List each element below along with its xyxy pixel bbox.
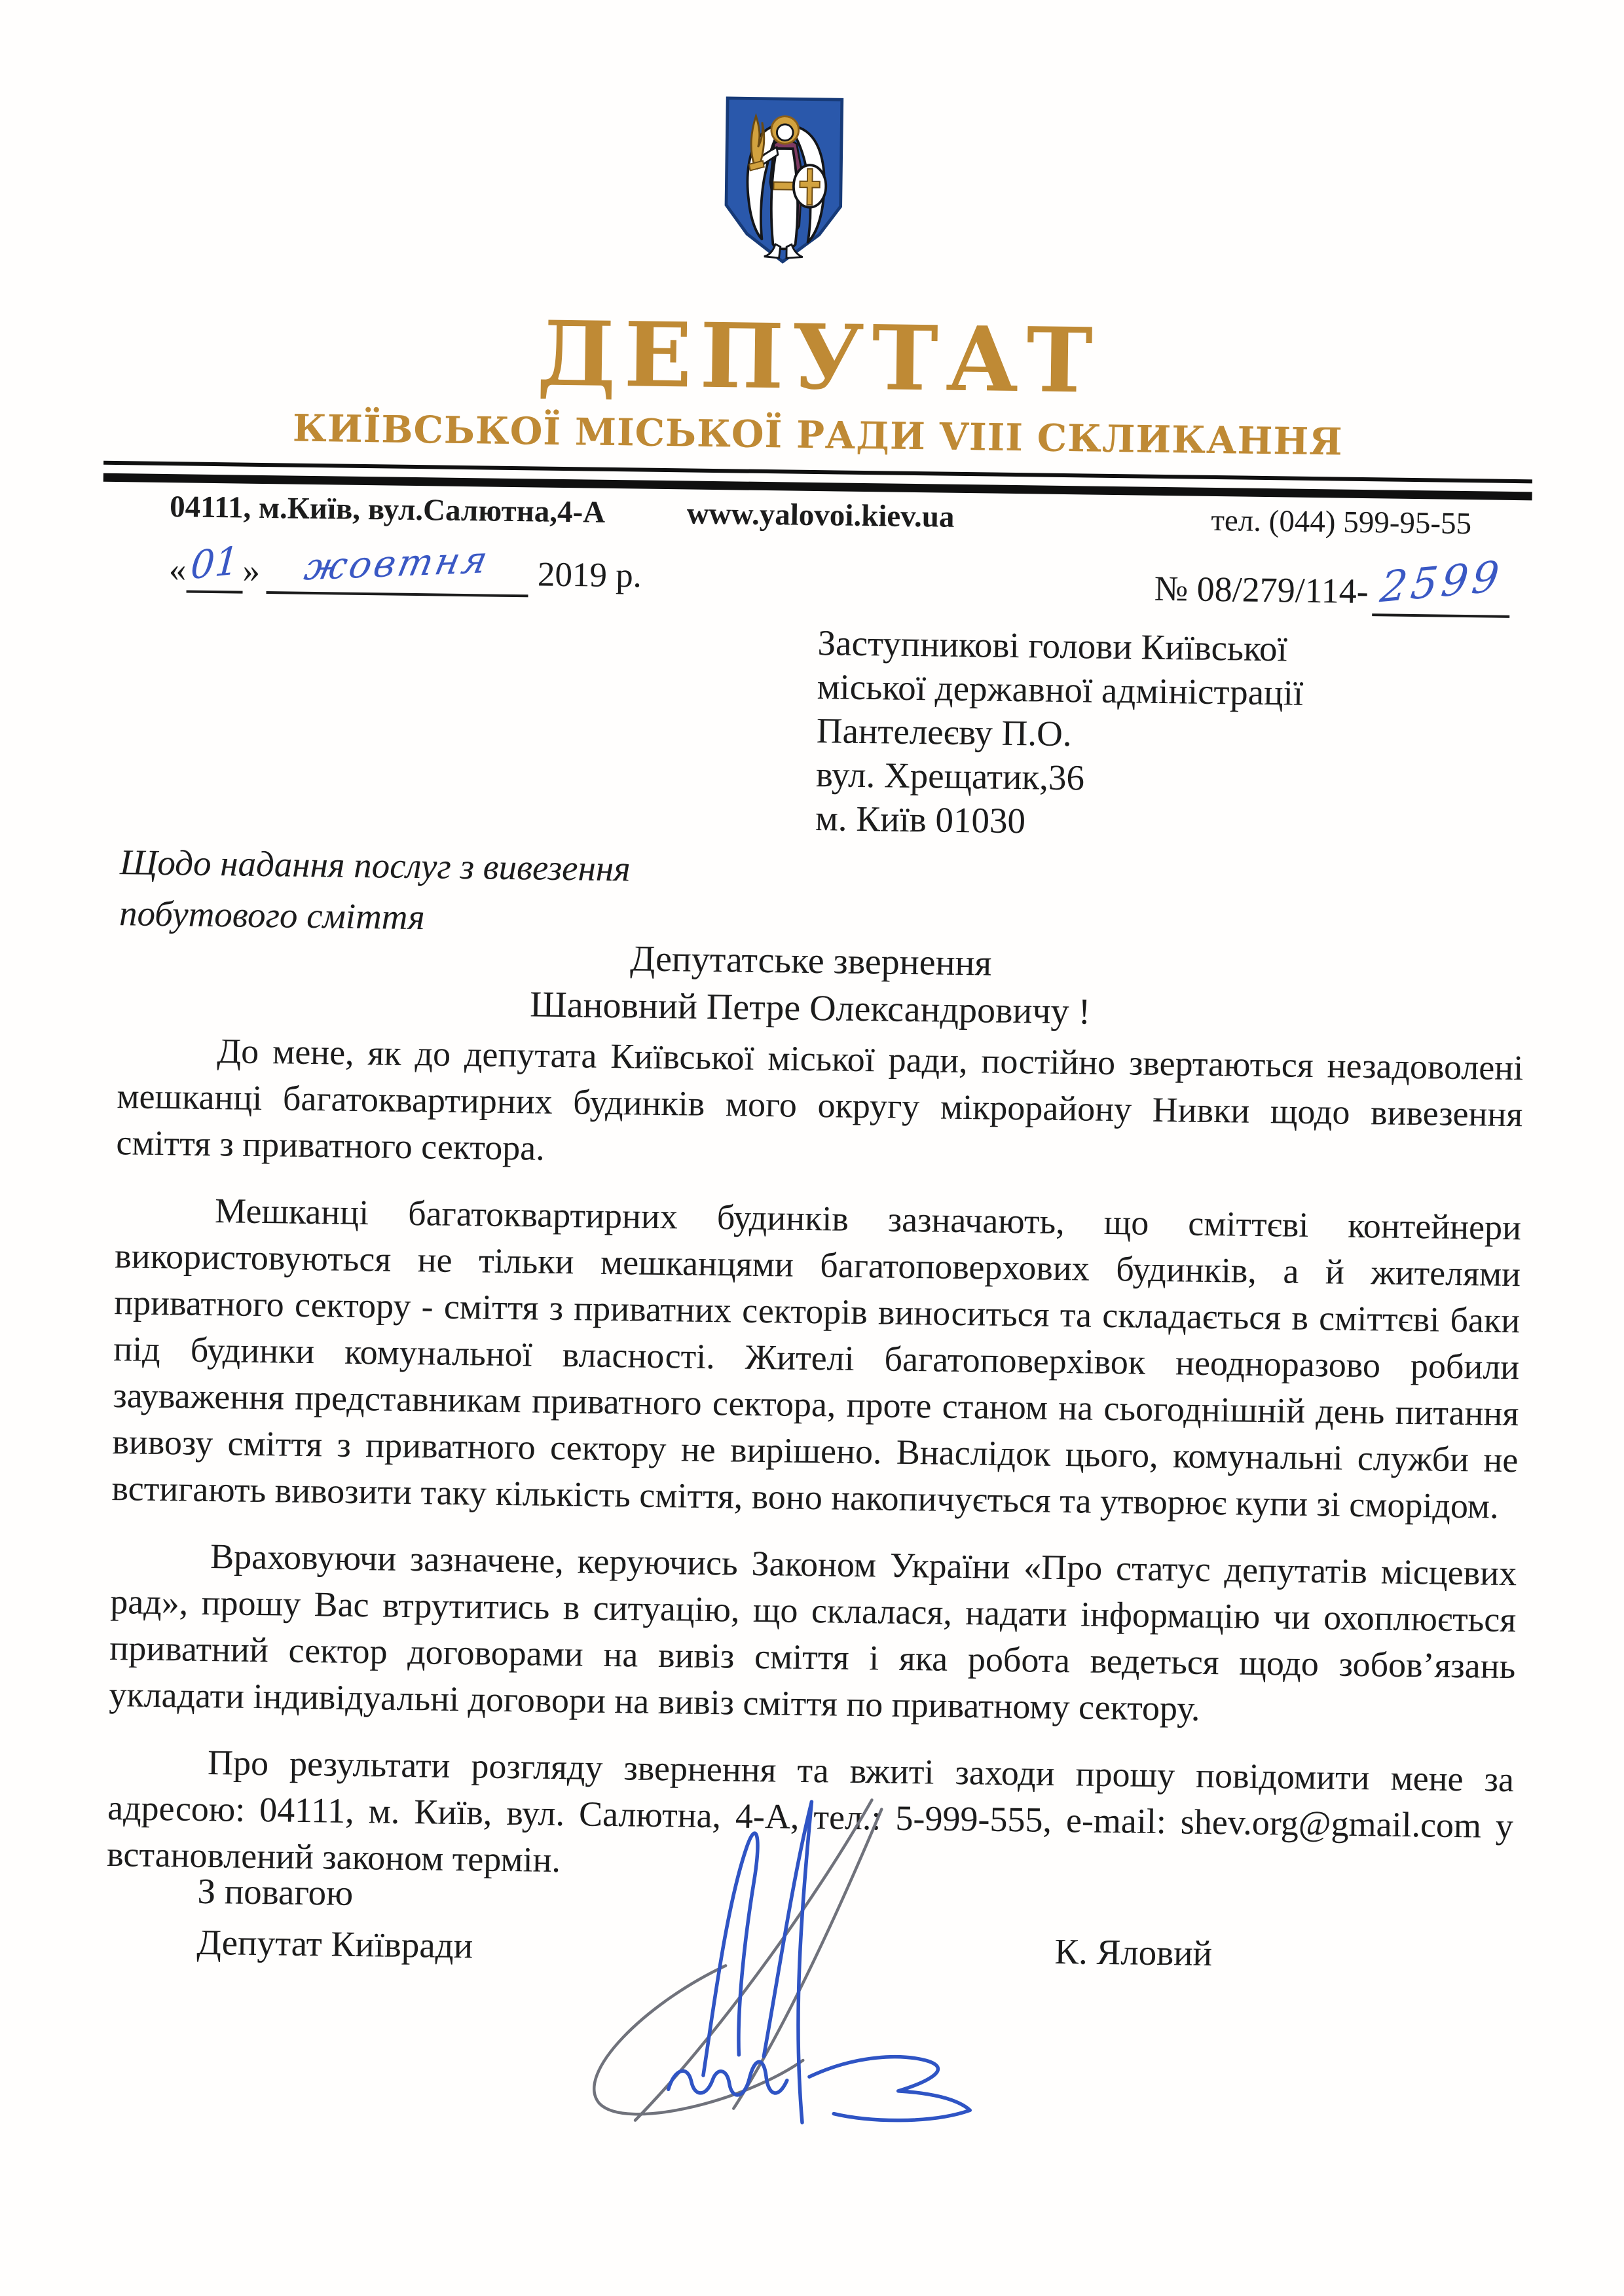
website-url: www.yalovoi.kiev.ua bbox=[686, 496, 955, 534]
reference-number-line bbox=[1154, 552, 1510, 618]
subject-line: побутового сміття bbox=[119, 893, 426, 938]
recipient-line: вул. Хрещатик,36 bbox=[815, 754, 1085, 798]
handwritten-month: жовтня bbox=[301, 538, 494, 589]
signer-name: К. Яловий bbox=[1054, 1931, 1213, 1974]
recipient-line: Пантелеєву П.О. bbox=[816, 710, 1072, 754]
date-month-blank bbox=[266, 538, 528, 597]
recipient-block bbox=[815, 621, 1304, 847]
closing-block bbox=[196, 1866, 474, 1972]
reference-blank bbox=[1372, 552, 1510, 618]
salutation: Шановний Петре Олександровичу ! bbox=[529, 984, 1091, 1032]
handwritten-signature bbox=[527, 1792, 1003, 2138]
body-paragraph: До мене, як до депутата Київської міської ради, постійно звертаються незадоволені мешканці багатоквартирних будинків мого округу мікрорайону Нивки щодо вивезення сміття з приватного сектора. bbox=[116, 1031, 1524, 1168]
date-open-quote: « bbox=[168, 551, 187, 589]
closing-salutation: З повагою bbox=[197, 1870, 354, 1913]
office-address: 04111, м.Київ, вул.Салютна,4-А bbox=[169, 490, 606, 530]
letterhead-subtitle: КИЇВСЬКОЇ МІСЬКОЇ РАДИ VIII СКЛИКАННЯ bbox=[292, 406, 1343, 464]
body-paragraph: Враховуючи зазначене, керуючись Законом України «Про статус депутатів місцевих рад», прошу Вас втрутитись в ситуацію, що склалася, надати інформацію чи охоплюється приватний сектор договорами на вивіз сміття і яка робота ведеться щодо зобов’язань укладати індивідуальні договори на вивіз сміття по приватному сектору. bbox=[109, 1537, 1517, 1728]
body-paragraph: Про результати розгляду звернення та вжиті заходи прошу повідомити мене за адресою: 04111, м. Київ, вул. Салютна, 4-А, тел.: 5-999-555, e-mail: shev.org@gmail.com у встановлений законом термін. bbox=[106, 1743, 1515, 1880]
date-line bbox=[168, 538, 642, 598]
recipient-line: м. Київ 01030 bbox=[815, 798, 1026, 841]
date-day-blank bbox=[186, 538, 243, 593]
letterhead-title: ДЕПУТАТ bbox=[536, 301, 1101, 414]
subject-line: Щодо надання послуг з вивезення bbox=[119, 842, 631, 889]
body-paragraph: Мешканці багатоквартирних будинків зазначають, що сміттєві контейнери використовуються не тільки мешканцями багатоповерхових будинків, а й жителями приватного сектору - сміття з приватних секторів виноситься та складається в сміттєві баки під будинки комунальної власності. Жителі багатоповерхівок неодноразово робили зауваження представникам приватного сектора, проте станом на сьогоднішній день питання вивозу сміття з приватного сектору не вирішено. Внаслідок цього, комунальні служби не встигають вивозити таку кількість сміття, воно накопичується та утворює купи зі сморідом. bbox=[111, 1191, 1522, 1526]
phone-number: тел. (044) 599-95-55 bbox=[1211, 503, 1472, 541]
date-close-quote: » bbox=[242, 551, 261, 590]
document-type-heading: Депутатське звернення bbox=[629, 938, 992, 984]
recipient-line: Заступникові голови Київської bbox=[817, 623, 1288, 669]
letter-body bbox=[106, 1027, 1523, 1916]
kyiv-coat-of-arms-icon bbox=[720, 94, 847, 267]
subject-block bbox=[119, 837, 631, 945]
handwritten-reference-number: 2599 bbox=[1377, 552, 1505, 613]
signer-role: Депутат Київради bbox=[196, 1922, 473, 1966]
recipient-line: міської державної адміністрації bbox=[817, 666, 1304, 713]
date-year: 2019 р. bbox=[537, 555, 642, 595]
handwritten-day: 01 bbox=[189, 538, 240, 589]
reference-label: № 08/279/114- bbox=[1154, 568, 1369, 611]
